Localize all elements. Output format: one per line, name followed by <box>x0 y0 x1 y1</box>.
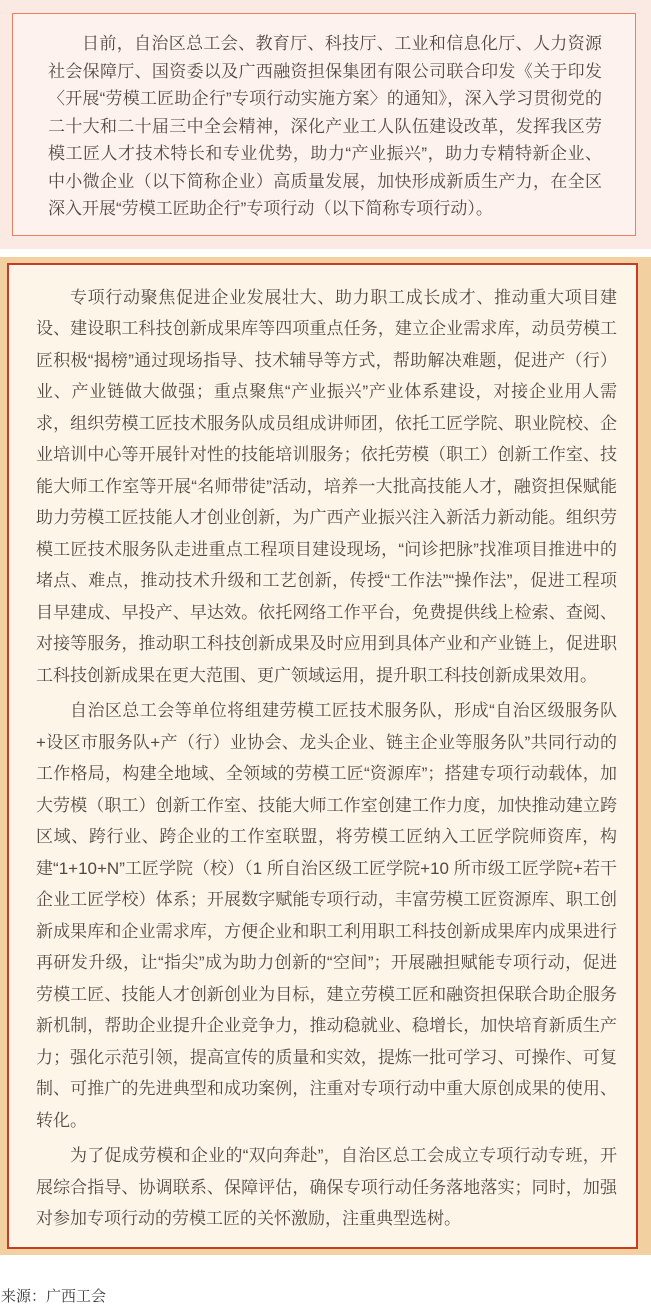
intro-paragraph: 日前，自治区总工会、教育厅、科技厅、工业和信息化厅、人力资源社会保障厅、国资委以及广西融资担保集团有限公司联合印发《关于印发〈开展“劳模工匠助企行”专项行动实施方案〉的通知》，深入学习贯彻党的二十大和二十届三中全会精神，深化产业工人队伍建设改革，发挥我区劳模工匠人才技术特长和专业优势，助力“产业振兴”，助力专精特新企业、中小微企业（以下简称企业）高质量发展，加快形成新质生产力，在全区深入开展“劳模工匠助企行”专项行动（以下简称专项行动）。 <box>48 34 602 218</box>
source-caption: 来源：广西工会 <box>1 1287 107 1305</box>
detail-paragraph-tasks: 专项行动聚焦促进企业发展壮大、助力职工成长成才、推动重大项目建设、建设职工科技创新成果库等四项重点任务，建立企业需求库，动员劳模工匠积极“揭榜”通过现场指导、技术辅导等方式，帮助解决难题，促进产（行）业、产业链做大做强；重点聚焦“产业振兴”产业体系建设，对接企业用人需求，组织劳模工匠技术服务队成员组成讲师团，依托工匠学院、职业院校、企业培训中心等开展针对性的技能培训服务；依托劳模（职工）创新工作室、技能大师工作室等开展“名师带徒”活动，培养一大批高技能人才，融资担保赋能助力劳模工匠技能人才创业创新，为广西产业振兴注入新活力新动能。组织劳模工匠技术服务队走进重点工程项目建设现场，“问诊把脉”找准项目推进中的堵点、难点，推动技术升级和工艺创新，传授“工作法”“操作法”，促进工程项目早建成、早投产、早达效。依托网络工作平台，免费提供线上检索、查阅、对接等服务，推动职工科技创新成果及时应用到具体产业和产业链上，促进职工科技创新成果在更大范围、更广领域运用，提升职工科技创新成果效用。 <box>36 287 617 685</box>
detail-paragraph-support: 为了促成劳模和企业的“双向奔赴”，自治区总工会成立专项行动专班，开展综合指导、协调联系、保障评估，确保专项行动任务落地落实；同时，加强对参加专项行动的劳模工匠的关怀激励，注重典型选树。 <box>36 1146 617 1228</box>
detail-paragraph-measures: 自治区总工会等单位将组建劳模工匠技术服务队，形成“自治区级服务队+设区市服务队+产（行）业协会、龙头企业、链主企业等服务队”共同行动的工作格局，构建全地域、全领域的劳模工匠“资源库”；搭建专项行动载体，加大劳模（职工）创新工作室、技能大师工作室创建工作力度，加快推动建立跨区域、跨行业、跨企业的工作室联盟，将劳模工匠纳入工匠学院师资库，构建“1+10+N”工匠学院（校）（1 所自治区级工匠学院+10 所市级工匠学院+若干企业工匠学校）体系；开展数字赋能专项行动，丰富劳模工匠资源库、职工创新成果库和企业需求库，方便企业和职工利用职工科技创新成果库内成果进行再研发升级，让“指尖”成为助力创新的“空间”；开展融担赋能专项行动，促进劳模工匠、技能人才创新创业为目标，建立劳模工匠和融资担保联合助企服务新机制，帮助企业提升企业竞争力，推动稳就业、稳增长，加快培育新质生产力；强化示范引领，提高宣传的质量和实效，提炼一批可学习、可操作、可复制、可推广的先进典型和成功案例，注重对专项行动中重大原创成果的使用、转化。 <box>36 701 617 1130</box>
intro-panel-border-box <box>12 13 636 236</box>
detail-panel <box>0 257 651 1255</box>
intro-panel <box>0 0 651 249</box>
detail-panel-border-box <box>7 263 638 1249</box>
